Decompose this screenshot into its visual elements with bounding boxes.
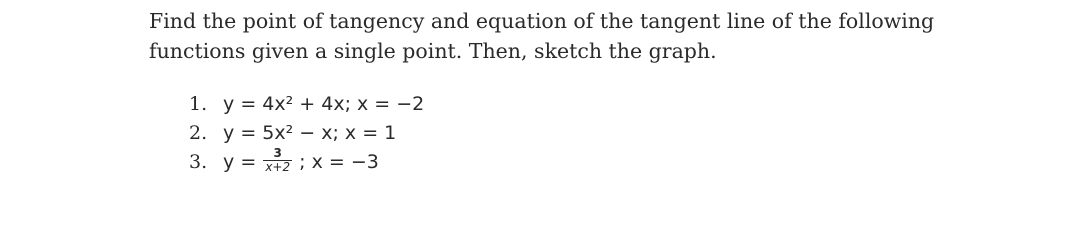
problem-item-3 — [189, 148, 424, 177]
problem-item-2 — [189, 119, 424, 148]
problem-equation: y = 5x² − x; x = 1 — [223, 122, 397, 144]
problem-number: 3. — [189, 151, 208, 173]
instructions-line-1: Find the point of tangency and equation of the tangent line of the following — [149, 9, 935, 33]
problem-number: 1. — [189, 93, 208, 115]
problem-equation — [223, 148, 379, 177]
fraction-denominator: x+2 — [265, 160, 291, 174]
problem-item-1 — [189, 90, 424, 119]
fraction — [263, 147, 292, 174]
problem-number: 2. — [189, 122, 208, 144]
instructions-line-2: functions given a single point. Then, sketch the graph. — [149, 39, 717, 63]
problem-list — [189, 90, 424, 177]
fraction-numerator: 3 — [263, 147, 292, 161]
problem-equation: y = 4x² + 4x; x = −2 — [223, 93, 425, 115]
equation-lhs: y = — [223, 151, 257, 173]
instructions-text — [149, 6, 1074, 66]
equation-rhs: ; x = −3 — [299, 151, 379, 173]
